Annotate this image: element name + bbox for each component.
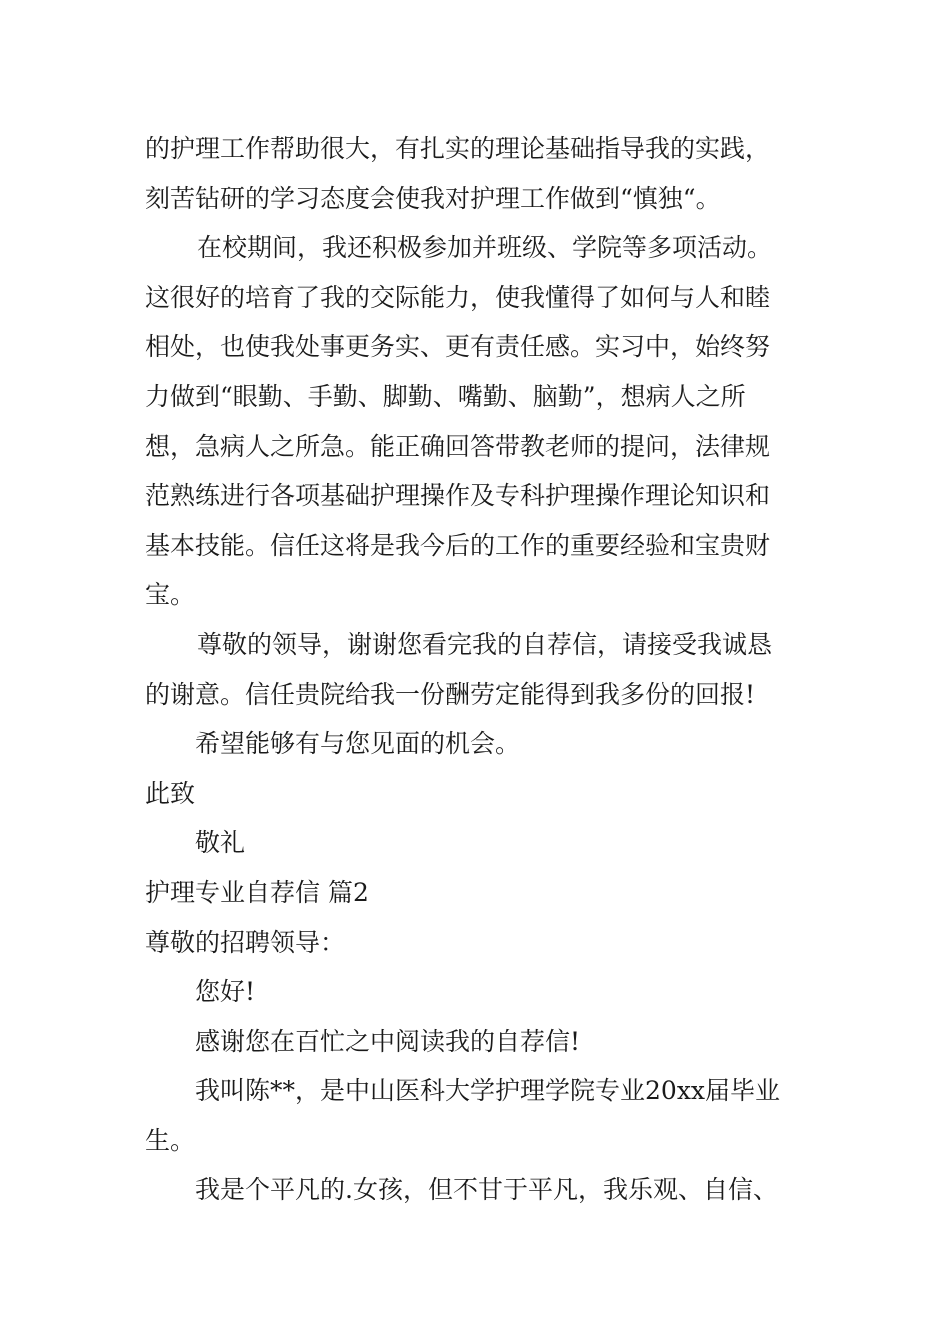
paragraph-start-line: 我是个平凡的.女孩，但不甘于平凡，我乐观、自信、 [195, 1175, 778, 1205]
text-line: 力做到“眼勤、手勤、脚勤、嘴勤、脑勤”，想病人之所 [145, 381, 746, 411]
text-line: 基本技能。信任这将是我今后的工作的重要经验和宝贵财 [145, 530, 771, 560]
closing-regards: 敬礼 [195, 828, 246, 858]
text-line: 想，急病人之所急。能正确回答带教老师的提问，法律规 [145, 431, 771, 461]
closing-salutation: 此致 [145, 778, 196, 808]
paragraph-start-line: 我叫陈**，是中山医科大学护理学院专业20xx届毕业 [195, 1076, 781, 1106]
text-line: 这很好的培育了我的交际能力，使我懂得了如何与人和睦 [145, 282, 771, 312]
text-line: 的护理工作帮助很大，有扎实的理论基础指导我的实践， [145, 134, 771, 163]
paragraph-start-line: 感谢您在百忙之中阅读我的自荐信! [195, 1026, 581, 1056]
letter-greeting: 尊敬的招聘领导： [145, 927, 346, 957]
text-line: 的谢意。信任贵院给我一份酬劳定能得到我多份的回报! [145, 679, 756, 709]
paragraph-start-line: 尊敬的领导，谢谢您看完我的自荐信，请接受我诚恳 [197, 629, 773, 659]
paragraph-start-line: 您好! [195, 977, 256, 1007]
paragraph-start-line: 希望能够有与您见面的机会。 [195, 729, 521, 759]
text-line: 刻苦钻研的学习态度会使我对护理工作做到“慎独“。 [145, 183, 721, 213]
text-line: 相处，也使我处事更务实、更有责任感。实习中，始终努 [145, 332, 771, 362]
section-heading: 护理专业自荐信 篇2 [145, 877, 369, 907]
document-body [145, 124, 810, 1215]
text-line: 宝。 [145, 580, 196, 610]
text-line: 范熟练进行各项基础护理操作及专科护理操作理论知识和 [145, 481, 771, 511]
paragraph-start-line: 在校期间，我还积极参加并班级、学院等多项活动。 [197, 233, 773, 263]
text-line: 生。 [145, 1125, 196, 1155]
